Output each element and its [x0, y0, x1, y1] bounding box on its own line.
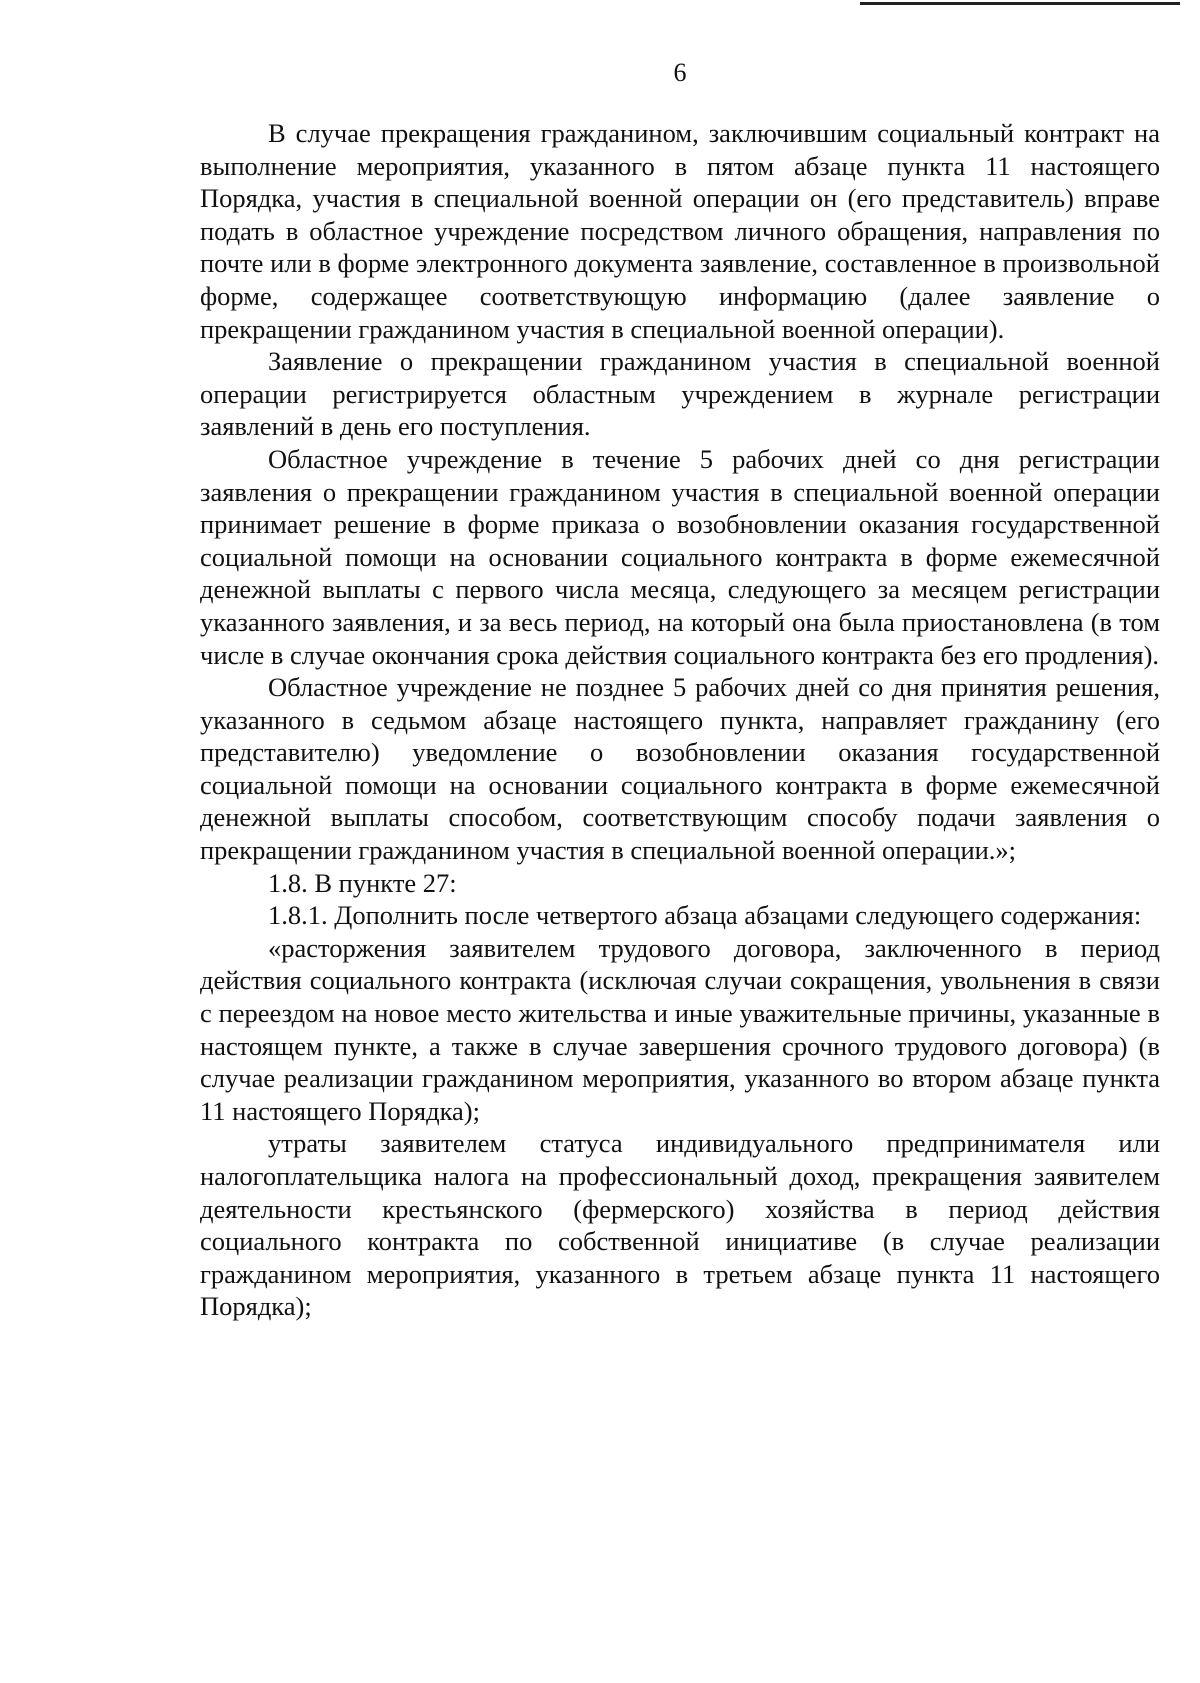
paragraph-section-1-8-1: 1.8.1. Дополнить после четвертого абзаца абзацами следующего содержания:	[268, 900, 1142, 931]
top-edge-rule	[860, 2, 1180, 5]
paragraph-entrepreneur-status-loss: утраты заявителем статуса индивидуального предпринимателя или налогоплательщика налога на профессиональный доход, прекращения заявителем деятельности крестьянского (фермерского) хозяйства в период действия социального контракта по собственной инициативе (в случае реализации гражданином мероприятия, указанного в третьем абзаце пункта 11 настоящего Порядка);	[200, 1128, 1160, 1322]
paragraph-section-1-8: 1.8. В пункте 27:	[268, 867, 457, 898]
paragraph-notification: Областное учреждение не позднее 5 рабочих дней со дня принятия решения, указанного в седьмом абзаце настоящего пункта, направляет гражданину (его представителю) уведомление о возобновлении оказания государственной социальной помощи на основании социального контракта в форме ежемесячной денежной выплаты способом, соответствующим способу подачи заявления о прекращении гражданином участия в специальной военной операции.»;	[200, 672, 1160, 866]
paragraph-application-registration: Заявление о прекращении гражданином участия в специальной военной операции регистрируется областным учреждением в журнале регистрации заявлений в день его поступления.	[200, 346, 1160, 442]
paragraph-svo-termination-right: В случае прекращения гражданином, заключившим социальный контракт на выполнение мероприятия, указанного в пятом абзаце пункта 11 настоящего Порядка, участия в специальной военной операции он (его представитель) вправе подать в областное учреждение посредством личного обращения, направления по почте или в форме электронного документа заявление, составленное в произвольной форме, содержащее соответствующую информацию (далее заявление о прекращении гражданином участия в специальной военной операции).	[200, 118, 1160, 344]
paragraph-resumption-decision: Областное учреждение в течение 5 рабочих дней со дня регистрации заявления о прекращении гражданином участия в специальной военной операции принимает решение в форме приказа о возобновлении оказания государственной социальной помощи на основании социального контракта в форме ежемесячной денежной выплаты с первого числа месяца, следующего за месяцем регистрации указанного заявления, и за весь период, на который она была приостановлена (в том числе в случае окончания срока действия социального контракта без его продления).	[200, 443, 1160, 670]
document-body	[200, 117, 1160, 1323]
paragraph-employment-termination: «расторжения заявителем трудового договора, заключенного в период действия социального контракта (исключая случаи сокращения, увольнения в связи с переездом на новое место жительства и иные уважительные причины, указанные в настоящем пункте, а также в случае завершения срочного трудового договора) (в случае реализации гражданином мероприятия, указанного во втором абзаце пункта 11 настоящего Порядка);	[200, 932, 1160, 1126]
page-number: 6	[673, 58, 687, 87]
